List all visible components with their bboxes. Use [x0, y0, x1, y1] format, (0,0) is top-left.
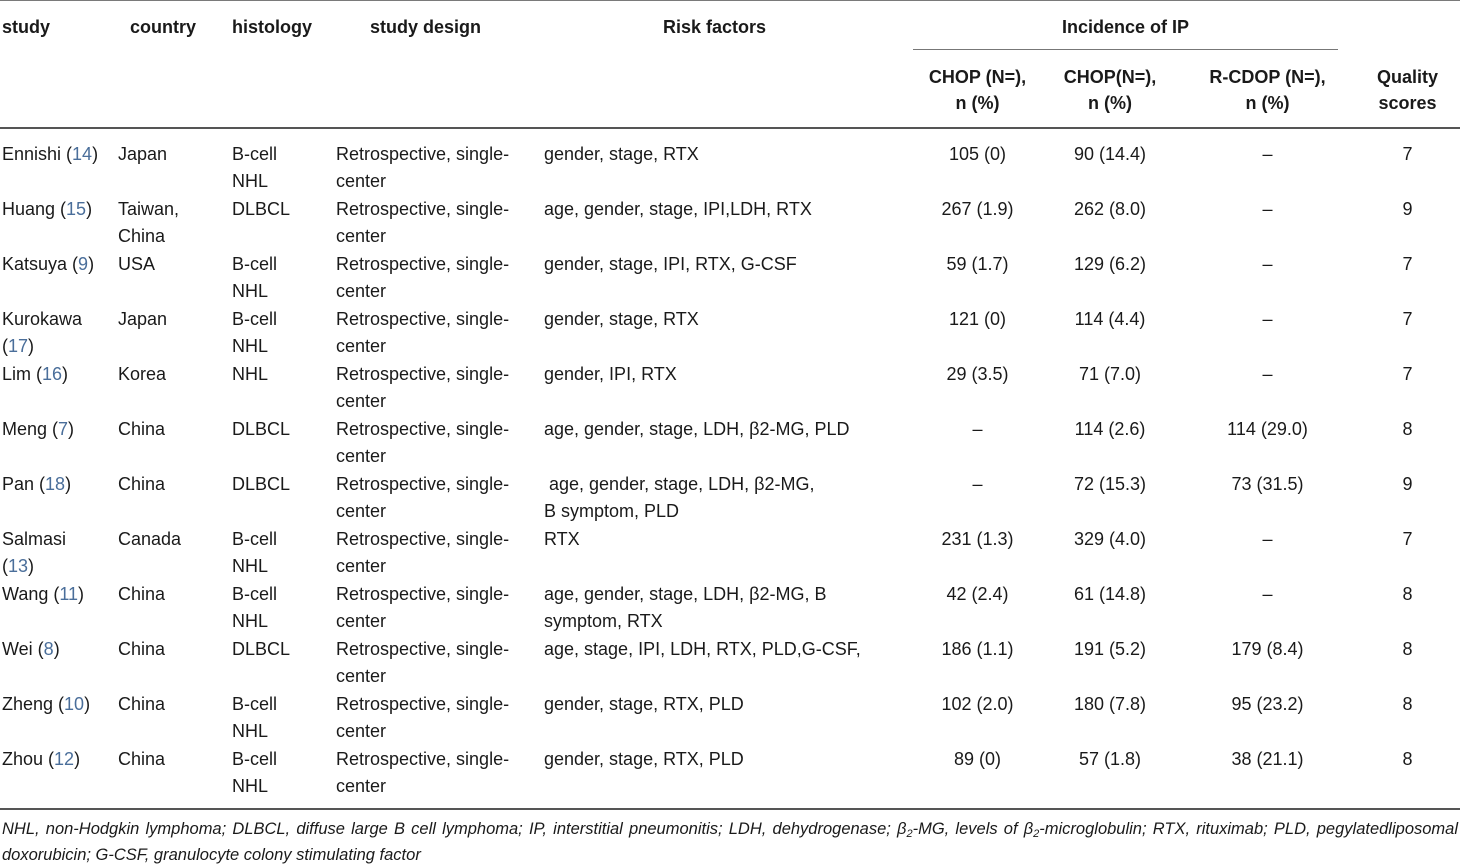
histology-cell: B-cell NHL: [232, 749, 278, 796]
header-risk-factors: Risk factors: [663, 17, 767, 37]
chop-1-cell: 102 (2.0): [941, 694, 1014, 714]
header-rcdop-line2: n (%): [1245, 93, 1290, 113]
quality-score-cell: 9: [1402, 199, 1413, 219]
country-cell: Japan: [118, 144, 168, 164]
quality-score-cell: 8: [1402, 639, 1413, 659]
risk-factors-cell: gender, IPI, RTX: [544, 364, 677, 384]
risk-factors-cell: gender, stage, RTX: [544, 309, 699, 329]
country-cell: China: [118, 694, 166, 714]
table-row: [0, 141, 1460, 196]
reference-link[interactable]: 10: [64, 694, 85, 714]
reference-link[interactable]: 8: [43, 639, 54, 659]
risk-factors-cell: gender, stage, RTX, PLD: [544, 749, 744, 769]
study-cell: Ennishi (14): [2, 144, 99, 164]
reference-link[interactable]: 15: [66, 199, 87, 219]
risk-factors-cell: age, gender, stage, LDH, β2-MG, PLD: [544, 419, 850, 439]
study-cell: Zheng (10): [2, 694, 91, 714]
country-cell: China: [118, 749, 166, 769]
rcdop-cell: 179 (8.4): [1231, 639, 1304, 659]
chop-1-cell: 59 (1.7): [946, 254, 1009, 274]
chop-2-cell: 61 (14.8): [1073, 584, 1147, 604]
incidence-group-rule: [913, 49, 1338, 50]
reference-link[interactable]: 16: [42, 364, 63, 384]
quality-score-cell: 9: [1402, 474, 1413, 494]
study-cell: Pan (18): [2, 474, 72, 494]
histology-cell: DLBCL: [232, 639, 291, 659]
rcdop-cell: –: [1262, 309, 1273, 329]
country-cell: USA: [118, 254, 156, 274]
study-cell: Wei (8): [2, 639, 60, 659]
rcdop-cell: 114 (29.0): [1227, 419, 1308, 439]
quality-score-cell: 8: [1402, 419, 1413, 439]
study-cell: Wang (11): [2, 584, 85, 604]
study-cell: Katsuya (9): [2, 254, 95, 274]
design-cell: Retrospective, single- center: [336, 529, 510, 576]
header-country: country: [130, 17, 197, 37]
quality-score-cell: 7: [1402, 144, 1413, 164]
header-incidence-of-ip: Incidence of IP: [1061, 17, 1190, 37]
histology-cell: B-cell NHL: [232, 584, 278, 631]
table-row: [0, 251, 1460, 306]
histology-cell: B-cell NHL: [232, 254, 278, 301]
reference-link[interactable]: 11: [59, 584, 79, 604]
quality-score-cell: 8: [1402, 584, 1413, 604]
rcdop-cell: –: [1262, 254, 1273, 274]
histology-cell: DLBCL: [232, 474, 291, 494]
chop-2-cell: 129 (6.2): [1073, 254, 1147, 274]
risk-factors-cell: RTX: [544, 529, 580, 549]
header-rcdop-line1: R-CDOP (N=),: [1209, 67, 1326, 87]
table-row: [0, 196, 1460, 251]
histology-cell: B-cell NHL: [232, 529, 278, 576]
chop-2-cell: 114 (2.6): [1074, 419, 1146, 439]
reference-link[interactable]: 12: [54, 749, 75, 769]
table-row: [0, 416, 1460, 471]
risk-factors-cell: gender, stage, IPI, RTX, G-CSF: [544, 254, 797, 274]
table-top-rule: [0, 0, 1460, 1]
rcdop-cell: –: [1262, 584, 1273, 604]
design-cell: Retrospective, single- center: [336, 419, 510, 466]
table-row: [0, 636, 1460, 691]
design-cell: Retrospective, single- center: [336, 474, 510, 521]
reference-link[interactable]: 17: [8, 336, 29, 356]
chop-1-cell: 186 (1.1): [941, 639, 1014, 659]
study-cell: Lim (16): [2, 364, 69, 384]
study-cell: Salmasi (13): [2, 529, 67, 576]
table-row: [0, 746, 1460, 801]
design-cell: Retrospective, single- center: [336, 749, 510, 796]
table-row: [0, 581, 1460, 636]
rcdop-cell: –: [1262, 144, 1273, 164]
chop-2-cell: 191 (5.2): [1073, 639, 1147, 659]
rcdop-cell: 73 (31.5): [1231, 474, 1304, 494]
chop-2-cell: 72 (15.3): [1073, 474, 1147, 494]
reference-link[interactable]: 14: [72, 144, 93, 164]
risk-factors-cell: gender, stage, RTX, PLD: [544, 694, 744, 714]
chop-2-cell: 114 (4.4): [1074, 309, 1146, 329]
chop-1-cell: 231 (1.3): [941, 529, 1014, 549]
histology-cell: NHL: [232, 364, 269, 384]
reference-link[interactable]: 18: [45, 474, 66, 494]
chop-2-cell: 262 (8.0): [1073, 199, 1147, 219]
study-cell: Meng (7): [2, 419, 75, 439]
table-row: [0, 361, 1460, 416]
country-cell: Canada: [118, 529, 182, 549]
header-chop-2-line2: n (%): [1088, 93, 1132, 113]
design-cell: Retrospective, single- center: [336, 254, 510, 301]
table-row: [0, 471, 1460, 526]
histology-cell: B-cell NHL: [232, 309, 278, 356]
histology-cell: DLBCL: [232, 419, 291, 439]
table-row: [0, 306, 1460, 361]
quality-score-cell: 7: [1402, 529, 1413, 549]
chop-1-cell: 267 (1.9): [941, 199, 1014, 219]
chop-1-cell: –: [972, 474, 983, 494]
table-footnote: NHL, non-Hodgkin lymphoma; DLBCL, diffuse large B cell lymphoma; IP, interstitial pneumonitis; LDH, dehydrogenase; $\beta_2-MG$, levels of $\beta_2$-microglobulin; RTX, rituximab; PLD, pegylatedliposomal doxorubicin; G-CSF, granulocyte colony stimulating factor: [2, 820, 1459, 864]
quality-score-cell: 8: [1402, 694, 1413, 714]
histology-cell: DLBCL: [232, 199, 291, 219]
country-cell: Korea: [118, 364, 167, 384]
quality-score-cell: 7: [1402, 364, 1413, 384]
histology-cell: B-cell NHL: [232, 694, 278, 741]
design-cell: Retrospective, single- center: [336, 584, 510, 631]
header-chop-1-line1: CHOP (N=),: [928, 67, 1027, 87]
design-cell: Retrospective, single- center: [336, 694, 510, 741]
reference-link[interactable]: 7: [58, 419, 69, 439]
design-cell: Retrospective, single- center: [336, 199, 510, 246]
chop-1-cell: 42 (2.4): [946, 584, 1009, 604]
study-cell: Huang (15): [2, 199, 93, 219]
reference-link[interactable]: 13: [8, 556, 29, 576]
table-row: [0, 691, 1460, 746]
country-cell: Taiwan, China: [118, 199, 180, 246]
study-cell: Zhou (12): [2, 749, 81, 769]
header-study: study: [2, 17, 51, 37]
rcdop-cell: –: [1262, 199, 1273, 219]
country-cell: China: [118, 419, 166, 439]
rcdop-cell: –: [1262, 364, 1273, 384]
quality-score-cell: 7: [1402, 309, 1413, 329]
risk-factors-cell: age, gender, stage, LDH, β2-MG, B symptom, PLD: [544, 474, 815, 521]
rcdop-cell: 95 (23.2): [1231, 694, 1304, 714]
reference-link[interactable]: 9: [78, 254, 89, 274]
header-study-design: study design: [370, 17, 482, 37]
header-quality-line2: scores: [1378, 93, 1437, 113]
table-header-rule: [0, 127, 1460, 129]
chop-2-cell: 90 (14.4): [1073, 144, 1147, 164]
rcdop-cell: 38 (21.1): [1231, 749, 1304, 769]
design-cell: Retrospective, single- center: [336, 639, 510, 686]
chop-2-cell: 329 (4.0): [1073, 529, 1147, 549]
study-cell: Kurokawa (17): [2, 309, 83, 356]
header-chop-1-line2: n (%): [955, 93, 1000, 113]
histology-cell: B-cell NHL: [232, 144, 278, 191]
country-cell: China: [118, 584, 166, 604]
chop-1-cell: 105 (0): [948, 144, 1007, 164]
chop-1-cell: 121 (0): [948, 309, 1007, 329]
design-cell: Retrospective, single- center: [336, 364, 510, 411]
header-histology: histology: [232, 17, 312, 37]
risk-factors-cell: age, gender, stage, LDH, β2-MG, B symptom, RTX: [544, 584, 827, 631]
rcdop-cell: –: [1262, 529, 1273, 549]
table-footer-rule: [0, 808, 1460, 810]
header-quality-line1: Quality: [1376, 67, 1438, 87]
chop-1-cell: –: [972, 419, 983, 439]
chop-2-cell: 71 (7.0): [1078, 364, 1142, 384]
chop-2-cell: 180 (7.8): [1073, 694, 1147, 714]
risk-factors-cell: age, stage, IPI, LDH, RTX, PLD,G-CSF,: [544, 639, 861, 659]
chop-2-cell: 57 (1.8): [1078, 749, 1142, 769]
chop-1-cell: 29 (3.5): [946, 364, 1009, 384]
table-row: [0, 526, 1460, 581]
chop-1-cell: 89 (0): [953, 749, 1002, 769]
design-cell: Retrospective, single- center: [336, 309, 510, 356]
country-cell: China: [118, 639, 166, 659]
design-cell: Retrospective, single- center: [336, 144, 510, 191]
country-cell: China: [118, 474, 166, 494]
country-cell: Japan: [118, 309, 168, 329]
risk-factors-cell: gender, stage, RTX: [544, 144, 699, 164]
risk-factors-cell: age, gender, stage, IPI,LDH, RTX: [544, 199, 812, 219]
quality-score-cell: 8: [1402, 749, 1413, 769]
quality-score-cell: 7: [1402, 254, 1413, 274]
header-chop-2-line1: CHOP(N=),: [1063, 67, 1157, 87]
